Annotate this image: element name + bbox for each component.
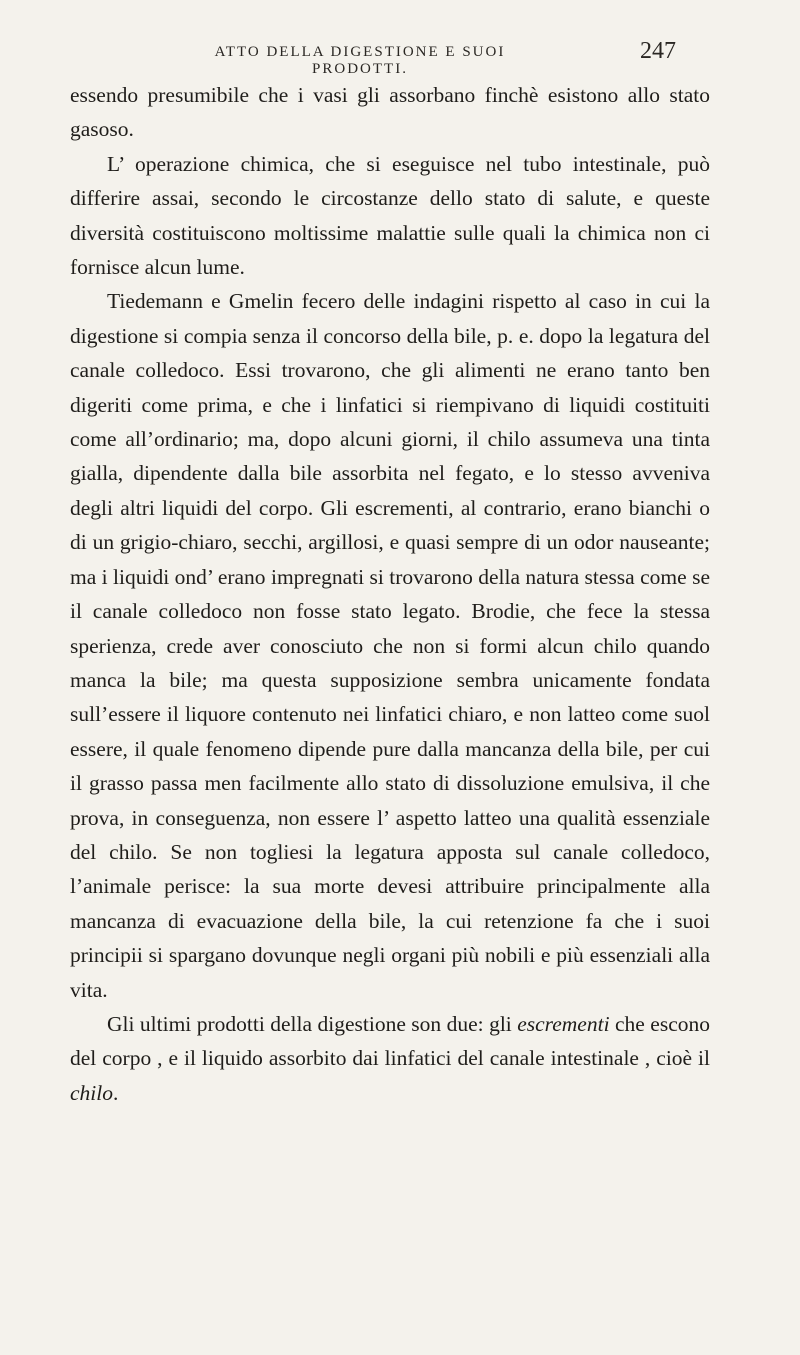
paragraph-tiedemann-gmelin: Tiedemann e Gmelin fecero delle indagini rispetto al caso in cui la digestione si compia senza il concorso della bile, p. e. dopo la legatura del canale colledoco. Essi trovarono, che gli alimenti ne erano tanto ben digeriti come prima, e che i linfatici si riempivano di liquidi costituiti come all’ordinario; ma, dopo alcuni giorni, il chilo assumeva una tinta gialla, dipendente dalla bile assorbita nel fegato, e lo stesso avveniva degli altri liquidi del corpo. Gli escrementi, al contrario, erano bianchi o di un grigio-chiaro, secchi, argillosi, e quasi sempre di un odor nauseante; ma i liquidi ond’ erano impregnati si trovarono della natura stessa come se il canale colledoco non fosse stato legato. Brodie, che fece la stessa sperienza, crede aver conosciuto che non si formi alcun chilo quando manca la bile; ma questa supposizione sembra unicamente fondata sull’essere il liquore contenuto nei linfatici chiaro, e non latteo come suol essere, il quale fenomeno dipende pure dalla mancanza della bile, per cui il grasso passa men facilmente allo stato di dissoluzione emulsiva, il che prova, in conseguenza, non essere l’ aspetto latteo una qualità essenziale del chilo. Se non togliesi la legatura apposta sul canale colledoco, l’animale perisce: la sua morte devesi attribuire principalmente alla mancanza di evacuazione della bile, la cui retenzione fa che i suoi principii si spargano dovunque negli organi più nobili e più essenziali alla vita. xyxy=(70,289,710,1002)
paragraph-final-products xyxy=(70,1007,710,1110)
paragraph-chemical-operation: L’ operazione chimica, che si eseguisce nel tubo intestinale, può differire assai, secondo le circostanze dello stato di salute, e queste diversità costituiscono moltissime malattie sulle quali la chimica non ci fornisce alcun lume. xyxy=(70,151,710,280)
final-products-text-before: Gli ultimi prodotti della digestione son due: gli xyxy=(107,1011,518,1036)
running-title: ATTO DELLA DIGESTIONE E SUOI PRODOTTI. xyxy=(214,44,506,77)
final-products-text-after: . xyxy=(113,1080,119,1105)
body-text xyxy=(70,78,710,1110)
final-products-text-middle: che escono del corpo , e il liquido assorbito dai linfatici del canale intestinale , cioè il xyxy=(70,1011,710,1071)
paragraph-continuation: essendo presumibile che i vasi gli assorbano finchè esistono allo stato gasoso. xyxy=(70,83,710,142)
italic-term-chilo: chilo xyxy=(70,1080,113,1105)
page-number: 247 xyxy=(640,38,676,64)
italic-term-escrementi: escrementi xyxy=(517,1011,610,1036)
